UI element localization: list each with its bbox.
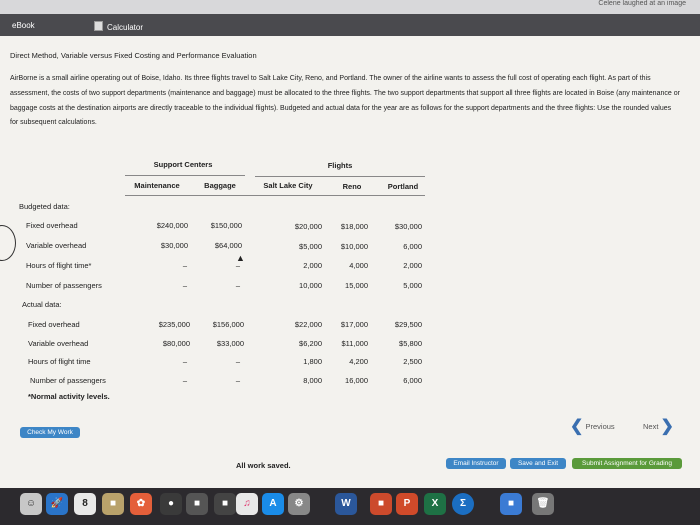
budgeted-cell: 10,000 [299, 281, 322, 290]
budgeted-cell: $64,000 [214, 241, 242, 250]
actual-row-label: Fixed overhead [28, 320, 80, 329]
actual-cell: – [235, 357, 241, 366]
sigma-icon[interactable]: Σ [452, 493, 474, 515]
column-header-reno: Reno [342, 182, 362, 191]
trash-icon[interactable]: 🗑 [532, 493, 554, 515]
calculator-icon [94, 21, 103, 31]
support-header-rule [125, 175, 245, 176]
next-button[interactable] [643, 418, 674, 436]
actual-cell: 1,800 [303, 357, 322, 366]
actual-cell: $11,000 [341, 339, 368, 348]
nav-bar [0, 14, 700, 36]
budgeted-row-label: Hours of flight time* [26, 261, 92, 270]
budgeted-cell: 15,000 [345, 281, 368, 290]
actual-cell: 4,200 [349, 357, 368, 366]
budgeted-cell: $30,000 [394, 222, 422, 231]
column-header-salt-lake-city: Salt Lake City [263, 181, 313, 190]
actual-cell: $156,000 [212, 320, 244, 329]
app-store-icon[interactable]: A [262, 493, 284, 515]
column-header-baggage: Baggage [204, 181, 236, 190]
actual-cell: 6,000 [403, 376, 422, 385]
check-my-work-button[interactable]: Check My Work [20, 427, 80, 438]
word-icon[interactable]: W [335, 493, 357, 515]
actual-cell: 16,000 [345, 376, 368, 385]
footnote: *Normal activity levels. [28, 392, 110, 401]
actual-cell: $17,000 [340, 320, 368, 329]
preview-icon[interactable]: ■ [102, 493, 124, 515]
actual-cell: 2,500 [403, 357, 422, 366]
finder-icon[interactable]: ☺ [20, 493, 42, 515]
powerpoint-icon[interactable]: P [396, 493, 418, 515]
column-header-portland: Portland [387, 182, 419, 191]
budgeted-cell: – [235, 281, 241, 290]
budgeted-cell: 2,000 [303, 261, 322, 270]
top-status-bar [0, 0, 700, 14]
budgeted-cell: 6,000 [403, 242, 422, 251]
previous-button[interactable] [570, 418, 615, 436]
budgeted-cell: $18,000 [340, 222, 368, 231]
calculator-label: Calculator [107, 23, 144, 32]
budgeted-cell: – [182, 281, 188, 290]
submit-assignment-button[interactable]: Submit Assignment for Grading [572, 458, 682, 469]
system-preferences-icon[interactable]: ⚙ [288, 493, 310, 515]
app-icon[interactable]: ■ [500, 493, 522, 515]
budgeted-cell: 4,000 [349, 261, 368, 270]
next-label: Next [643, 422, 659, 431]
excel-icon[interactable]: X [424, 493, 446, 515]
launchpad-icon[interactable]: 🚀 [46, 493, 68, 515]
actual-cell: $29,500 [394, 320, 422, 329]
actual-cell: $33,000 [216, 339, 244, 348]
budgeted-cell: – [182, 261, 188, 270]
problem-description: AirBorne is a small airline operating out of Boise, Idaho. Its three flights travel to Salt Lake City, Reno, and Portland. The owner of the airline wants to assess the full cost of operating each flight. As part of this assessment, the costs of two support departments (maintenance and baggage) must be allocated to the three flights. The two support departments that support all three flights are located in Boise (any maintenance or baggage costs at the destination airports are directly traceable to the individual flights). Budgeted and actual data for the year are as follows for the support departments and the three flights: Use the rounded values for subsequent calculations. [10, 75, 680, 127]
calendar-icon[interactable]: 8 [74, 493, 96, 515]
budgeted-cell: $5,000 [299, 242, 322, 251]
save-status: All work saved. [236, 461, 291, 470]
actual-cell: – [182, 357, 188, 366]
budgeted-cell: $150,000 [210, 221, 242, 230]
support-centers-header: Support Centers [153, 160, 213, 169]
music-icon[interactable]: ♫ [236, 493, 258, 515]
actual-row-label: Number of passengers [30, 376, 106, 385]
flights-header-rule [255, 176, 425, 177]
actual-cell: $235,000 [158, 320, 190, 329]
photos-icon[interactable]: ✿ [130, 493, 152, 515]
ebook-tab[interactable]: eBook [12, 21, 35, 30]
problem-title: Direct Method, Variable versus Fixed Costing and Performance Evaluation [10, 51, 257, 60]
actual-cell: $6,200 [299, 339, 322, 348]
budgeted-cell: 2,000 [403, 261, 422, 270]
budgeted-cell: $10,000 [340, 242, 368, 251]
screen-caption: Celene laughed at an image [598, 0, 686, 7]
actual-cell: $5,800 [399, 339, 422, 348]
actual-cell: $22,000 [294, 320, 322, 329]
budgeted-cell: $30,000 [160, 241, 188, 250]
budgeted-cell: $240,000 [156, 221, 188, 230]
actual-cell: $80,000 [162, 339, 190, 348]
actual-cell: 8,000 [303, 376, 322, 385]
actual-cell: – [235, 376, 241, 385]
previous-label: Previous [585, 422, 615, 431]
column-header-maintenance: Maintenance [134, 181, 180, 190]
budgeted-row-label: Fixed overhead [26, 221, 78, 230]
budgeted-cell: 5,000 [403, 281, 422, 290]
actual-row-label: Variable overhead [28, 339, 89, 348]
chevron-left-icon: ❮ [570, 418, 584, 435]
actual-cell: – [182, 376, 188, 385]
budgeted-cell: – [235, 261, 241, 270]
budgeted-row-label: Variable overhead [26, 241, 87, 250]
app-icon[interactable]: ■ [186, 493, 208, 515]
app-icon[interactable]: ■ [214, 493, 236, 515]
chevron-right-icon: ❯ [660, 418, 674, 435]
budgeted-cell: $20,000 [294, 222, 322, 231]
budgeted-data-label: Budgeted data: [19, 202, 70, 211]
actual-data-label: Actual data: [22, 300, 62, 309]
app-icon[interactable]: ● [160, 493, 182, 515]
save-and-exit-button[interactable]: Save and Exit [510, 458, 566, 469]
app-icon[interactable]: ■ [370, 493, 392, 515]
email-instructor-button[interactable]: Email Instructor [446, 458, 506, 469]
column-header-rule [125, 195, 425, 196]
budgeted-row-label: Number of passengers [26, 281, 102, 290]
calculator-tab[interactable] [94, 21, 143, 32]
flights-header: Flights [327, 161, 353, 170]
mouse-pointer-icon: ▲ [236, 253, 245, 263]
actual-row-label: Hours of flight time [28, 357, 91, 366]
